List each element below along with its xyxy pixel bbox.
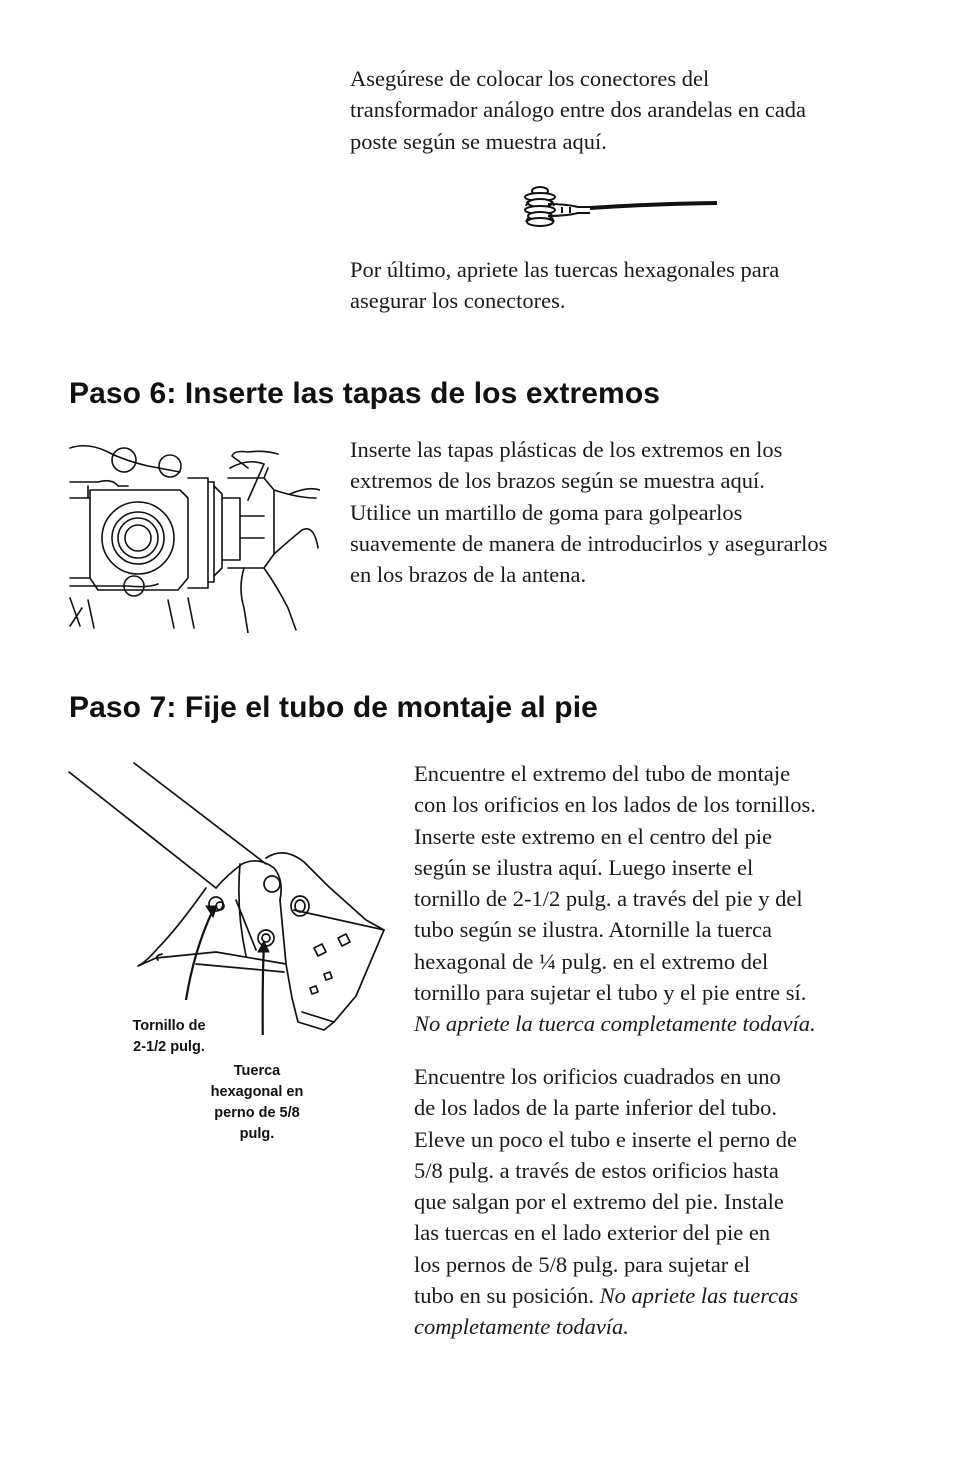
step7-paragraph-1: Encuentre el extremo del tubo de montaje con los orificios en los lados de los tornillos. Inserte este extremo en el centro del pie según se ilustra aquí. Luego inserte el tornillo de 2-1/2 pulg. a través del pie y del tubo según se ilustra. Atornille la tuerca hexagonal de ¼ pulg. en el extremo del tornillo para sujetar el tubo y el pie entre sí. No apriete la tuerca completamente todavía. <box>414 758 816 1040</box>
step7-warning-2: No apriete las tuercas <box>599 1283 799 1309</box>
bolt-label: Tornillo de 2-1/2 pulg. <box>132 1018 206 1055</box>
final-note-paragraph: Por último, apriete las tuercas hexagonales para asegurar los conectores. <box>350 257 780 314</box>
step7-paragraph-2: Encuentre los orificios cuadrados en uno de los lados de la parte inferior del tubo. Eleve un poco el tubo e inserte el perno de 5/8 pulg. a través de estos orificios hasta que salgan por el extremo del pie. Instale las tuercas en el lado exterior del pie en los pernos de 5/8 pulg. para sujetar el tubo en su posición. No apriete las tuercas completamente todavía. <box>414 1061 798 1343</box>
step6-paragraph: Inserte las tapas plásticas de los extremos en los extremos de los brazos según se muestra aquí. Utilice un martillo de goma para golpearlos suavemente de manera de introducirlos y asegurarlos en los brazos de la antena. <box>350 437 828 588</box>
step7-warning-2-tail: completamente todavía. <box>414 1314 629 1340</box>
nut-label: Tuerca hexagonal en perno de 5/8 pulg. <box>210 1063 304 1142</box>
step7-warning-1: No apriete la tuerca completamente todavía. <box>414 1011 816 1037</box>
mounting-tube-illustration <box>66 760 388 1035</box>
connector-washer-icon <box>518 182 723 230</box>
step7-heading: Paso 7: Fije el tubo de montaje al pie <box>69 691 598 724</box>
step6-heading: Paso 6: Inserte las tapas de los extremos <box>69 377 661 410</box>
end-cap-illustration <box>68 438 320 633</box>
intro-paragraph: Asegúrese de colocar los conectores del transformador análogo entre dos arandelas en cada poste según se muestra aquí. <box>350 66 807 154</box>
